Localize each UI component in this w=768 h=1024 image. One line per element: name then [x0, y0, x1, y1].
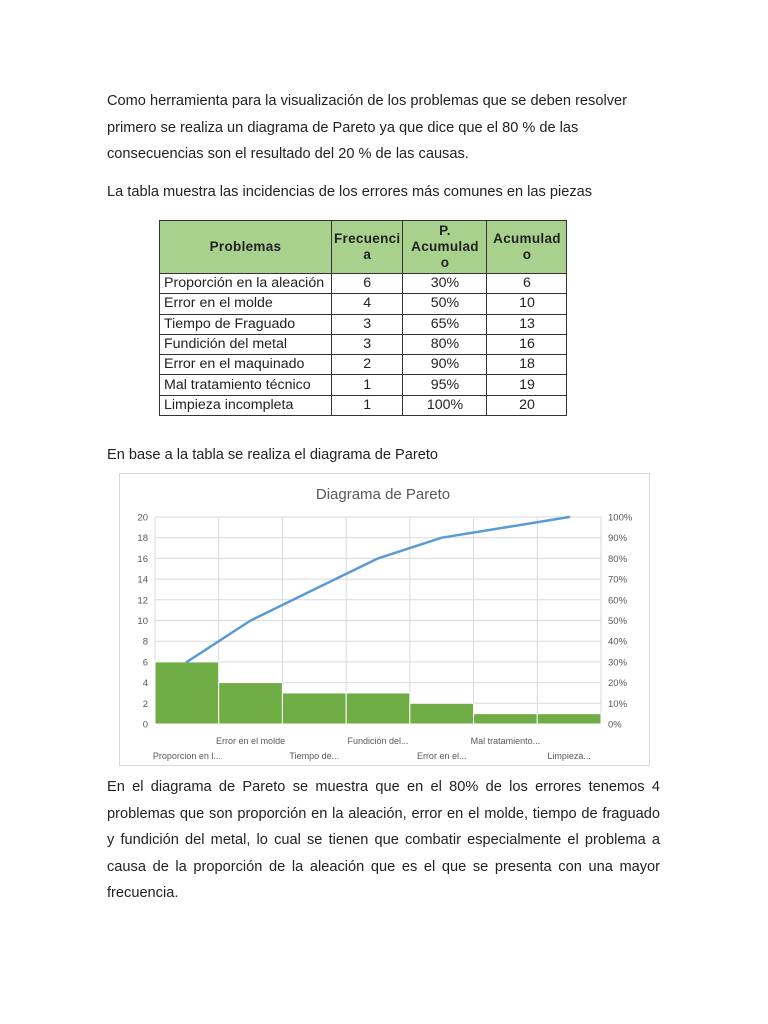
cell-problema: Fundición del metal	[160, 334, 332, 354]
cell-problema: Error en el maquinado	[160, 355, 332, 375]
y-right-tick-label: 0%	[608, 719, 622, 731]
y-right-tick-label: 40%	[608, 636, 628, 648]
cell-acumulado: 19	[487, 375, 567, 395]
cell-p-acumulado: 90%	[403, 355, 487, 375]
cell-acumulado: 16	[487, 334, 567, 354]
bar	[346, 693, 410, 724]
table-body	[160, 274, 567, 416]
table-row	[160, 355, 567, 375]
cell-problema: Limpieza incompleta	[160, 395, 332, 415]
intro-paragraph	[107, 88, 660, 168]
cell-p-acumulado: 65%	[403, 314, 487, 334]
table-row	[160, 274, 567, 294]
table-header-row	[160, 221, 567, 274]
y-left-tick-label: 16	[137, 553, 148, 565]
y-right-tick-label: 100%	[608, 512, 633, 524]
y-right-tick-label: 90%	[608, 533, 628, 545]
chart-intro-paragraph: En base a la tabla se realiza el diagrama de Pareto	[107, 447, 438, 463]
y-right-tick-label: 70%	[608, 574, 628, 586]
cell-problema: Mal tratamiento técnico	[160, 375, 332, 395]
y-left-tick-label: 14	[137, 574, 148, 586]
cell-frecuencia: 3	[332, 334, 403, 354]
table-row	[160, 395, 567, 415]
bar	[282, 693, 346, 724]
y-left-tick-label: 2	[142, 698, 148, 710]
pareto-chart	[119, 473, 650, 766]
y-right-tick-label: 20%	[608, 678, 628, 690]
cell-acumulado: 18	[487, 355, 567, 375]
x-category-label: Tiempo de...	[289, 751, 340, 761]
cell-frecuencia: 2	[332, 355, 403, 375]
cell-p-acumulado: 80%	[403, 334, 487, 354]
cell-acumulado: 10	[487, 294, 567, 314]
pareto-chart-svg	[120, 474, 649, 765]
cell-frecuencia: 1	[332, 375, 403, 395]
cell-problema: Error en el molde	[160, 294, 332, 314]
conclusion-paragraph: En el diagrama de Pareto se muestra que en el 80% de los errores tenemos 4 problemas que son proporción en la aleación, error en el molde, tiempo de fraguado y fundición del metal, lo cual se tienen que combatir especialmente el problema a causa de la proporción de la aleación que es el que se presenta con una mayor frecuencia.	[107, 779, 660, 901]
cell-p-acumulado: 30%	[403, 274, 487, 294]
cell-frecuencia: 1	[332, 395, 403, 415]
x-category-label: Mal tratamiento...	[470, 736, 541, 746]
cell-p-acumulado: 100%	[403, 395, 487, 415]
x-category-label: Limpieza...	[547, 751, 591, 761]
table-row	[160, 334, 567, 354]
y-right-tick-label: 50%	[608, 616, 628, 627]
cell-problema: Proporción en la aleación	[160, 274, 332, 294]
intro-line-1: Como herramienta para la visualización de los problemas que se deben resolver	[107, 93, 627, 109]
y-left-tick-label: 20	[137, 512, 148, 524]
incidents-table	[159, 220, 567, 416]
cell-p-acumulado: 50%	[403, 294, 487, 314]
y-left-tick-label: 8	[142, 636, 148, 648]
y-left-tick-label: 0	[142, 719, 148, 731]
y-left-tick-label: 12	[137, 595, 148, 607]
y-right-tick-label: 10%	[608, 698, 628, 710]
cumulative-line	[187, 517, 569, 662]
header-problemas: Problemas	[160, 221, 332, 274]
y-right-tick-label: 80%	[608, 553, 628, 565]
x-category-label: Error en el molde	[216, 736, 286, 746]
cell-acumulado: 13	[487, 314, 567, 334]
cell-frecuencia: 6	[332, 274, 403, 294]
cell-frecuencia: 4	[332, 294, 403, 314]
cell-acumulado: 20	[487, 395, 567, 415]
cell-problema: Tiempo de Fraguado	[160, 314, 332, 334]
header-frecuencia: Frecuenci a	[332, 221, 403, 274]
table-row	[160, 294, 567, 314]
y-left-tick-label: 6	[142, 657, 148, 669]
y-left-tick-label: 18	[137, 533, 148, 545]
y-left-tick-label: 4	[142, 678, 148, 690]
x-category-label: Proporcion en l...	[152, 751, 221, 761]
header-acumulado: Acumulad o	[487, 221, 567, 274]
x-category-label: Error en el...	[416, 751, 467, 761]
intro-line-2: primero se realiza un diagrama de Pareto ya que dice que el 80 % de las	[107, 119, 579, 136]
cell-acumulado: 6	[487, 274, 567, 294]
y-right-tick-label: 60%	[608, 595, 628, 607]
bar	[474, 714, 538, 724]
bar	[219, 683, 283, 724]
bar	[155, 662, 219, 724]
table-row	[160, 314, 567, 334]
intro-line-3: consecuencias son el resultado del 20 % de las causas.	[107, 146, 469, 162]
table-row	[160, 375, 567, 395]
bar	[410, 703, 474, 724]
y-right-tick-label: 30%	[608, 657, 628, 669]
cell-frecuencia: 3	[332, 314, 403, 334]
chart-title: Diagrama de Pareto	[315, 486, 451, 503]
x-category-label: Fundición del...	[347, 736, 409, 746]
y-left-tick-label: 10	[137, 616, 148, 627]
table-intro-paragraph: La tabla muestra las incidencias de los errores más comunes en las piezas	[107, 184, 593, 200]
cell-p-acumulado: 95%	[403, 375, 487, 395]
header-p-acumulado: P. Acumulad o	[403, 221, 487, 274]
bar	[537, 714, 601, 724]
